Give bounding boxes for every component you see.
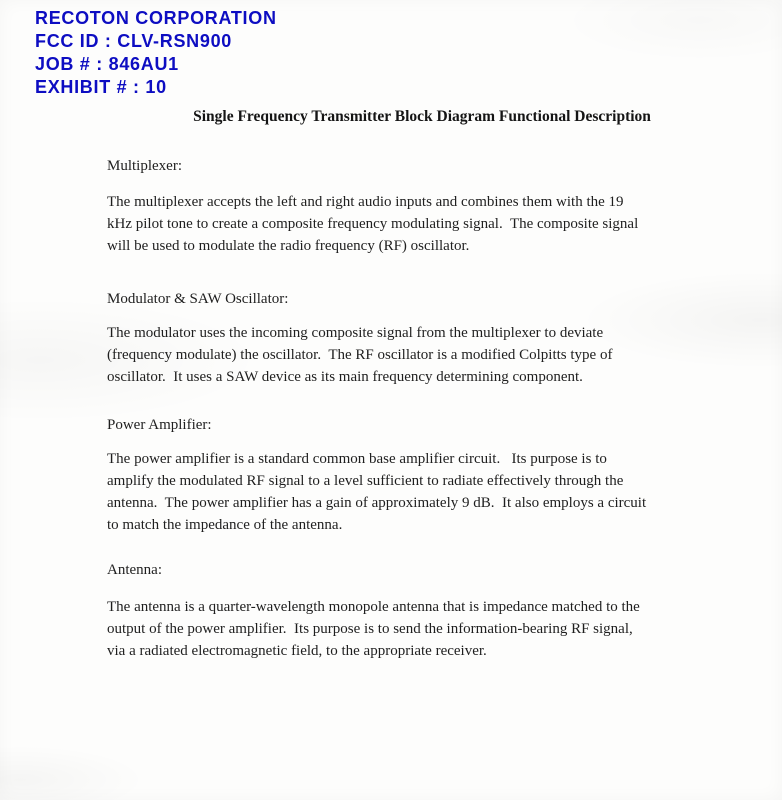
section-paragraph [107, 322, 747, 388]
section-antenna [107, 559, 747, 662]
section-heading: Antenna: [107, 562, 162, 578]
paragraph-line: The power amplifier is a standard common base amplifier circuit. Its purpose is to [107, 451, 607, 467]
paragraph-line: to match the impedance of the antenna. [107, 517, 343, 533]
section-modulator-saw-oscillator [107, 288, 747, 388]
header-line-fcc-id: FCC ID : CLV-RSN900 [35, 31, 232, 51]
header-line-exhibit-number: EXHIBIT # : 10 [35, 77, 167, 97]
section-power-amplifier [107, 414, 747, 536]
section-heading: Modulator & SAW Oscillator: [107, 291, 289, 307]
paragraph-line: via a radiated electromagnetic field, to the appropriate receiver. [107, 643, 487, 659]
section-multiplexer [107, 155, 747, 257]
paragraph-line: The multiplexer accepts the left and right audio inputs and combines them with the 19 [107, 194, 624, 210]
section-heading: Power Amplifier: [107, 417, 212, 433]
paragraph-line: The antenna is a quarter-wavelength monopole antenna that is impedance matched to the [107, 599, 640, 615]
paragraph-line: amplify the modulated RF signal to a level sufficient to radiate effectively through the [107, 473, 624, 489]
document-body [107, 155, 747, 662]
fcc-filing-header [35, 7, 277, 99]
section-paragraph [107, 596, 747, 662]
section-paragraph [107, 448, 747, 536]
paragraph-line: (frequency modulate) the oscillator. The RF oscillator is a modified Colpitts type of [107, 347, 613, 363]
header-line-job-number: JOB # : 846AU1 [35, 54, 179, 74]
paragraph-line: output of the power amplifier. Its purpose is to send the information-bearing RF signal, [107, 621, 633, 637]
paragraph-line: oscillator. It uses a SAW device as its main frequency determining component. [107, 369, 583, 385]
paragraph-line: will be used to modulate the radio frequency (RF) oscillator. [107, 238, 470, 254]
document-title: Single Frequency Transmitter Block Diagram Functional Description [193, 108, 651, 125]
section-heading: Multiplexer: [107, 158, 182, 174]
paragraph-line: The modulator uses the incoming composite signal from the multiplexer to deviate [107, 325, 604, 341]
paragraph-line: kHz pilot tone to create a composite frequency modulating signal. The composite signal [107, 216, 639, 232]
paragraph-line: antenna. The power amplifier has a gain of approximately 9 dB. It also employs a circuit [107, 495, 647, 511]
section-paragraph [107, 191, 747, 257]
header-line-company: RECOTON CORPORATION [35, 8, 277, 28]
